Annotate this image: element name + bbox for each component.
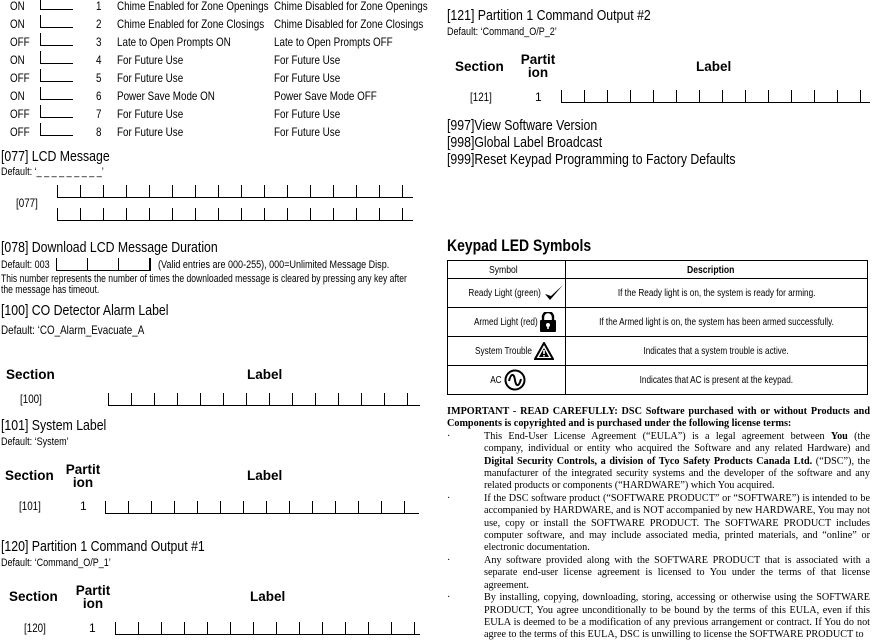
p1-out1-blanks[interactable] (115, 622, 420, 635)
option-entry-blank[interactable] (40, 87, 73, 100)
system-section-number: [101] (19, 499, 41, 513)
lcd-line2-blanks[interactable] (57, 208, 413, 221)
p1-out1-partition-header: Partit ion (75, 583, 111, 611)
system-label-default: Default: ‘System’ (1, 436, 69, 448)
lcd-line1-blanks[interactable] (57, 185, 413, 198)
lcd-message-title: [077] LCD Message (1, 148, 110, 165)
lcd-message-default: Default: ‘_ _ _ _ _ _ _ _ _’ (1, 166, 104, 178)
system-label-header: Label (247, 468, 283, 483)
license-bullet-1: · This End-User License Agreement (“EULA”) is a legal agreement between You (the company, individual or entity who acquired the Software and any related Hardware) and Digital Security Controls, a division of Tyco Safety Products Canada Ltd. (“DSC”), the manufacturer of the integrated security systems and the developer of the software and any related products or components (“HARDWARE”) which You acquired. (447, 430, 871, 492)
option-entry-blank[interactable] (40, 0, 73, 10)
lcd-section-number: [077] (16, 196, 38, 210)
led-row-trouble: System Trouble Indicates that a system trouble is active. (448, 337, 868, 366)
option-entry-blank[interactable] (40, 51, 73, 64)
option-entry-blank[interactable] (40, 123, 73, 136)
download-duration-default: Default: 003 (1, 259, 50, 271)
lock-icon (539, 312, 557, 332)
ac-wave-icon (504, 369, 526, 391)
download-duration-desc2: the message has timeout. (1, 284, 100, 296)
led-symbol-header: Symbol (448, 261, 566, 279)
led-row-ready: Ready Light (green) If the Ready light is on, the system is ready for arming. (448, 279, 868, 308)
license-bullet-2: · If the DSC software product (“SOFTWARE PRODUCT” or “SOFTWARE”) is intended to be accompanied by HARDWARE, and is NOT accompanied by new HARDWARE, You may not use, copy or install the SOFTWARE PRODUCT. The SOFTWARE PRODUCT includes computer software, and may include associated media, printed materials, and “online” or electronic documentation. (447, 492, 870, 554)
co-section-number: [100] (20, 392, 42, 406)
license-bullet-3: · Any software provided along with the SOFTWARE PRODUCT that is associated with a separate end-user license agreement is licensed to You under the terms of that license agreement. (447, 554, 870, 591)
license-intro: IMPORTANT - READ CAREFULLY: DSC Software purchased with or without Products and Components is copyrighted and is purchased under the following license terms: (447, 406, 870, 430)
download-duration-range: (Valid entries are 000-255), 000=Unlimited Message Disp. (158, 259, 390, 271)
option-entry-blank[interactable] (40, 105, 73, 118)
p1-out2-section-header: Section (455, 59, 504, 74)
p1-out1-section-number: [120] (24, 621, 46, 635)
p1-out1-label-header: Label (250, 589, 286, 604)
system-section-header: Section (5, 468, 54, 483)
system-label-blanks[interactable] (105, 501, 419, 514)
led-table-header (448, 261, 868, 279)
system-partition-number: 1 (80, 499, 87, 513)
p1-out1-default: Default: ‘Command_O/P_1’ (1, 557, 111, 569)
license-bullet-4: · By installing, copying, downloading, storing, accessing or otherwise using the SOFTWARE PRODUCT, You agree unconditionally to be bound by the terms of this EULA, even if this EULA is deemed to be a modification of any previous arrangement or contract. If You do not agree to the terms of this EULA, DSC is unwilling to license the SOFTWARE PRODUCT to (447, 592, 870, 641)
p1-out2-title: [121] Partition 1 Command Output #2 (447, 7, 651, 24)
system-partition-header: Partit ion (65, 462, 101, 490)
p1-out2-section-number: [121] (470, 90, 492, 104)
duration-blanks[interactable] (56, 258, 151, 271)
p1-out1-section-header: Section (9, 589, 58, 604)
p1-out2-partition-number: 1 (535, 90, 542, 104)
download-duration-desc: This number represents the number of times the downloaded message is cleared by pressing any key after (1, 273, 407, 285)
co-label-blanks[interactable] (108, 393, 420, 406)
option-entry-blank[interactable] (40, 69, 73, 82)
led-symbols-title: Keypad LED Symbols (447, 236, 592, 255)
co-label-header: Label (247, 367, 283, 382)
p1-out2-label-header: Label (696, 59, 732, 74)
section-997: [997]View Software Version (447, 117, 598, 134)
p1-out1-partition-number: 1 (89, 621, 96, 635)
option-entry-blank[interactable] (40, 33, 73, 46)
p1-out1-title: [120] Partition 1 Command Output #1 (1, 538, 205, 555)
warning-triangle-icon (534, 342, 554, 360)
download-duration-title: [078] Download LCD Message Duration (1, 239, 218, 256)
co-label-title: [100] CO Detector Alarm Label (1, 302, 169, 319)
co-label-default: Default: ‘CO_Alarm_Evacuate_A (1, 323, 145, 337)
p1-out2-default: Default: ‘Command_O/P_2’ (447, 26, 557, 38)
co-section-header: Section (6, 367, 55, 382)
license-text (447, 406, 870, 642)
system-label-title: [101] System Label (1, 417, 107, 434)
left-column: ON 1 Chime Enabled for Zone Openings Chime Disabled for Zone Openings ON 2 Chime Enabled for Zone Closings Chime Disabled for Zone Closings OFF 3 Late to Open Prompts ON Late to Open Prompts OFF ON 4 For Future Use For Future Use OFF 5 For Future Use For Future Use ON 6 Power Save Mode ON Power Save Mode OFF OFF 7 For Future Use For Future Use OFF 8 For Future Use For Future Use [077] LCD Message Default: ‘_ _ _ _ _ _ _ _ _’ [077] [078] Download LCD Message Duration Default: 003 (Valid entries are 000-255), 000=Unlimited Message Disp. This number represents the number of times the downloaded message is cleared by pressing any key after the message has timeout. [100] CO Detector Alarm Label Default: ‘CO_Alarm_Evacuate_A Section Label [100] [101] System Label Default: ‘System’ Section Partit ion Label [101] 1 [120] Partition 1 Command Output #1 Default: ‘Command_O/P_1’ Section Partit ion Label [120] 1 (0, 0, 430, 643)
option-entry-blank[interactable] (40, 15, 73, 28)
led-desc-header: Description (565, 261, 867, 279)
led-row-armed: Armed Light (red) If the Armed light is on, the system has been armed successfully. (448, 308, 868, 337)
section-998: [998]Global Label Broadcast (447, 134, 603, 151)
checkmark-icon (543, 284, 565, 302)
led-row-ac: AC Indicates that AC is present at the keypad. (448, 366, 868, 395)
p1-out2-blanks[interactable] (561, 90, 870, 103)
led-symbols-table (447, 260, 868, 395)
p1-out2-partition-header: Partit ion (520, 52, 556, 80)
section-999: [999]Reset Keypad Programming to Factory Defaults (447, 151, 736, 168)
